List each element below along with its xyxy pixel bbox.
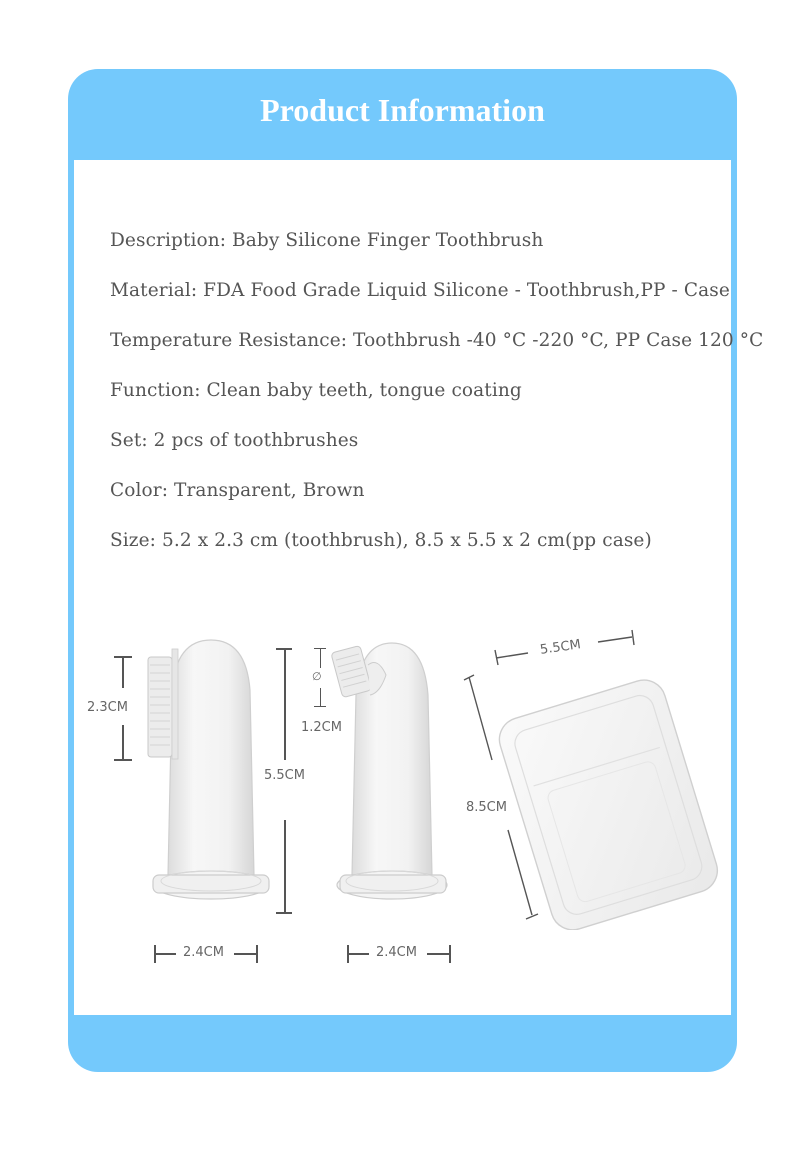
brush1-width-label: 2.4CM: [183, 945, 224, 960]
spec-material: Material: FDA Food Grade Liquid Silicone - Toothbrush,PP - Case: [110, 280, 730, 301]
spec-temperature: Temperature Resistance: Toothbrush -40 °C -220 °C, PP Case 120 °C: [110, 330, 764, 351]
dim-line: [449, 945, 451, 963]
brush1-height-label: 2.3CM: [87, 700, 128, 715]
dim-line: [427, 953, 449, 955]
case-length-label: 8.5CM: [466, 800, 507, 815]
dim-line: [122, 725, 124, 759]
case-dimension-lines: [460, 625, 650, 945]
dim-line: [347, 953, 369, 955]
dim-line: [154, 953, 176, 955]
dim-line: [114, 759, 132, 761]
dim-line: [256, 945, 258, 963]
spec-function: Function: Clean baby teeth, tongue coating: [110, 380, 522, 401]
spec-set: Set: 2 pcs of toothbrushes: [110, 430, 359, 451]
dim-line: [234, 953, 256, 955]
dim-line: [284, 820, 286, 912]
brush2-bristle-label: 1.2CM: [301, 720, 342, 735]
dim-line: [314, 706, 326, 707]
case-width-label: 5.5CM: [539, 637, 582, 658]
toothbrush-flat-image: [140, 635, 280, 920]
spec-description: Description: Baby Silicone Finger Toothbrush: [110, 230, 544, 251]
dim-line: [276, 912, 292, 914]
page-title: Product Information: [260, 92, 545, 128]
spec-color: Color: Transparent, Brown: [110, 480, 365, 501]
dim-line: [122, 656, 124, 688]
diameter-icon: ∅: [312, 670, 322, 683]
toothbrush-bristle-image: [330, 635, 470, 920]
spec-size: Size: 5.2 x 2.3 cm (toothbrush), 8.5 x 5.5 x 2 cm(pp case): [110, 530, 652, 551]
brush2-width-label: 2.4CM: [376, 945, 417, 960]
dim-line: [320, 648, 321, 668]
dim-line: [284, 648, 286, 760]
dim-line: [320, 688, 321, 706]
brush1-total-label: 5.5CM: [264, 768, 305, 783]
